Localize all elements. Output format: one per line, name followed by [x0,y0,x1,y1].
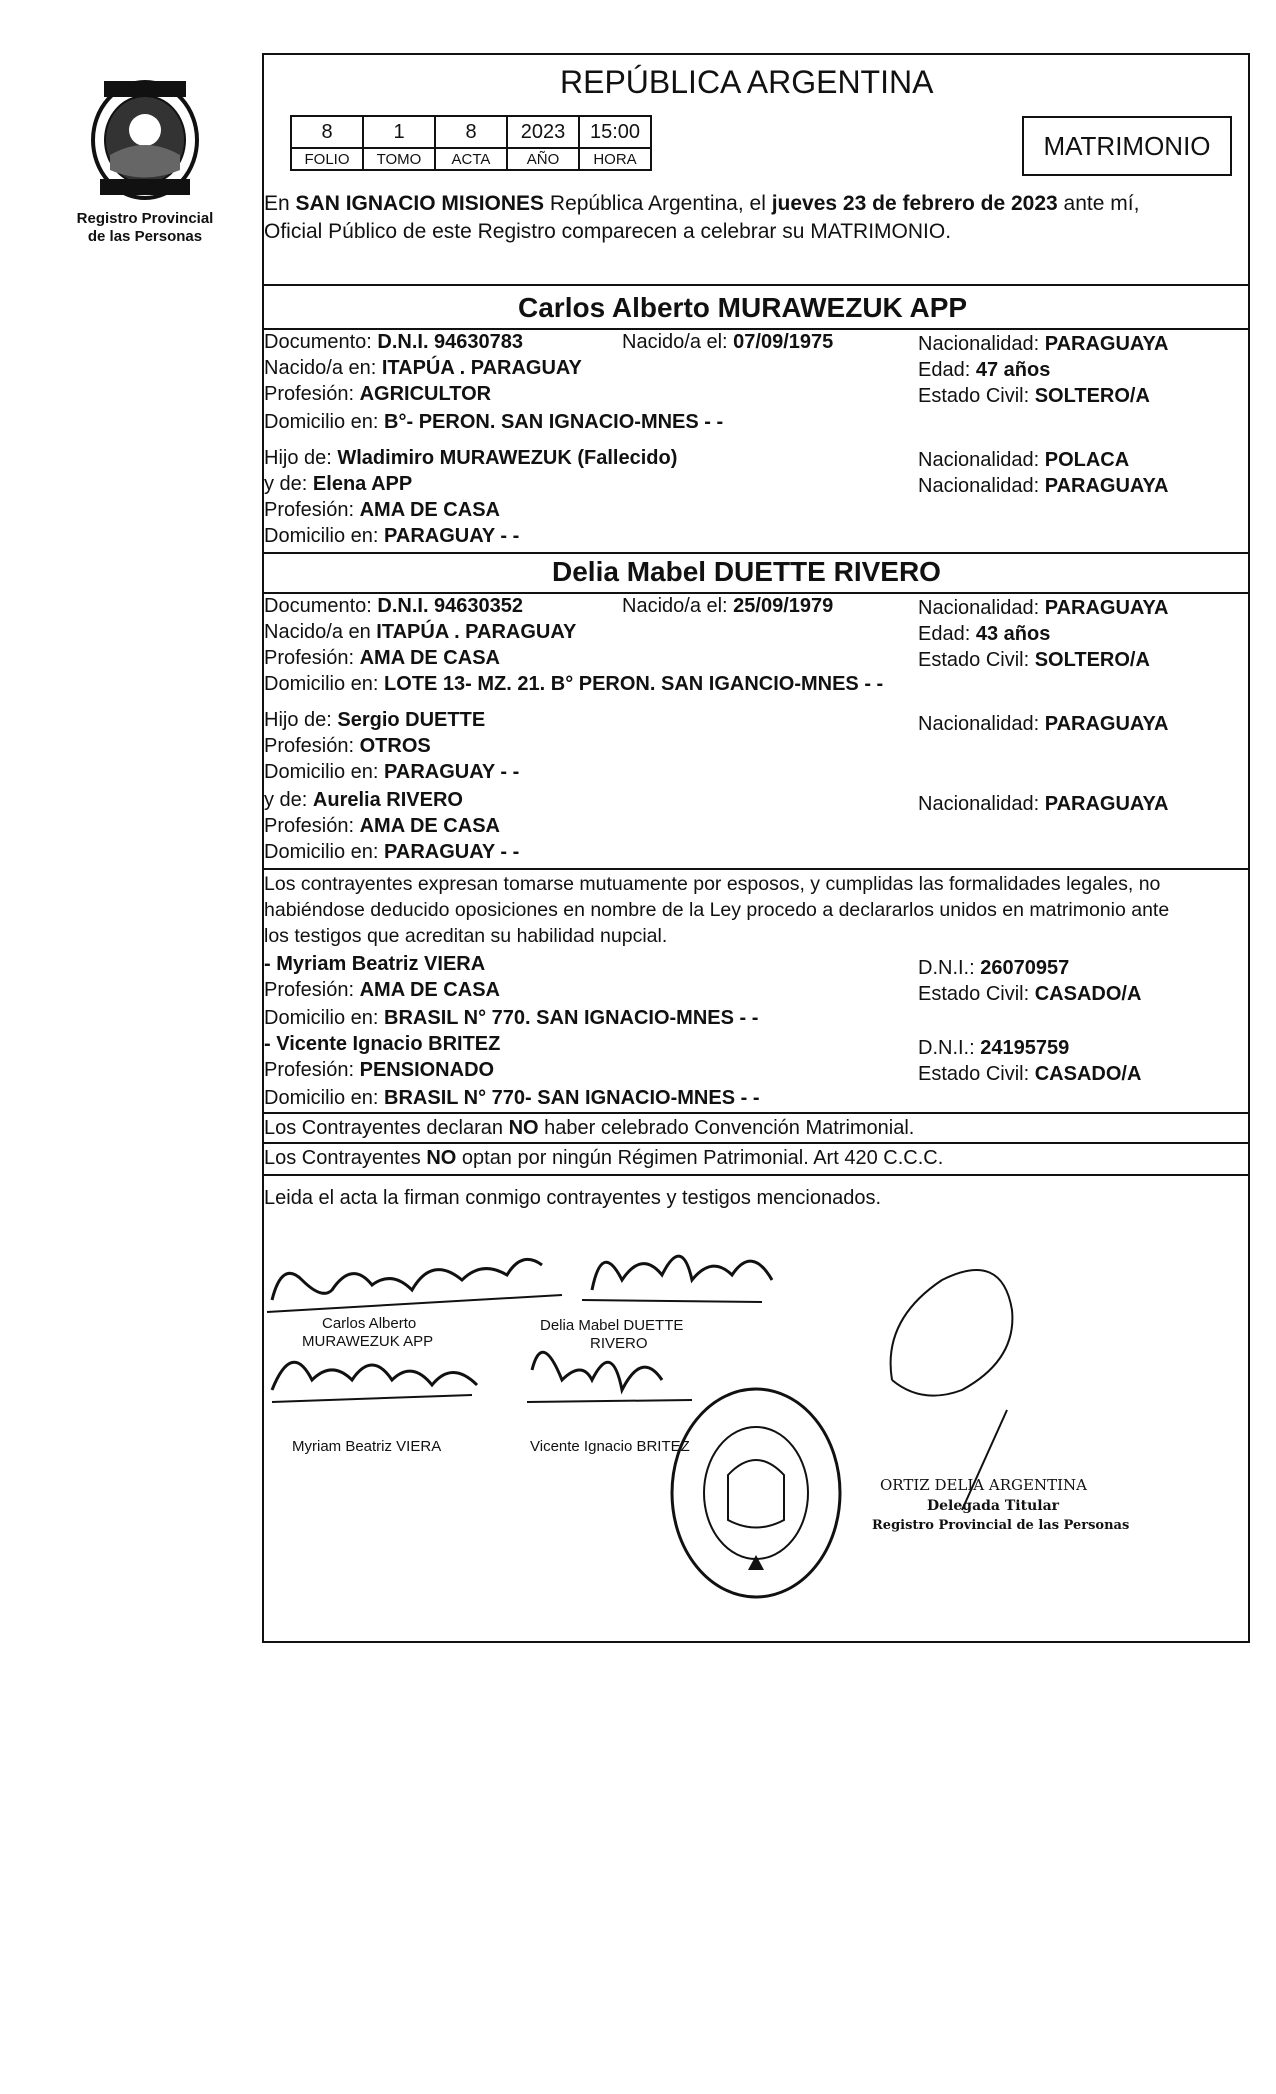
witness-1-civil: CASADO/A [1034,983,1142,1005]
registry-logo [70,75,220,205]
witness-1-name: - Myriam Beatriz VIERA [264,953,486,975]
groom-mother-home: PARAGUAY - - [384,525,520,547]
bride-father-nat-row [918,712,1169,736]
groom-birthplace: ITAPÚA . PARAGUAY [381,357,582,379]
label: Domicilio en: [264,411,385,433]
groom-mother: Elena APP [312,473,413,495]
divider [262,552,1250,554]
groom-father-nat-row [918,448,1129,472]
label: D.N.I.: [918,957,981,979]
groom-mother-nationality: PARAGUAYA [1044,475,1169,497]
witness-2-name: - Vicente Ignacio BRITEZ [264,1033,501,1055]
official-office: Registro Provincial de las Personas [872,1518,1130,1533]
bride-home: LOTE 13- MZ. 21. B° PERON. SAN IGANCIO-MNES - - [384,673,884,695]
groom-dni: D.N.I. 94630783 [377,331,524,353]
bride-mother-job: AMA DE CASA [359,815,500,837]
note-text: optan por ningún Régimen Patrimonial. Art 420 C.C.C. [456,1147,944,1169]
groom-signature-caption-2: MURAWEZUK APP [302,1333,434,1350]
label: Profesión: [264,647,360,669]
witness-1-civil-row [918,982,1141,1006]
label: Hijo de: [264,709,338,731]
acta-label: ACTA [435,148,507,170]
label: Domicilio en: [264,673,385,695]
groom-job-row [264,382,491,406]
bride-father-home-row [264,760,519,784]
label: Hijo de: [264,447,338,469]
bride-mother: Aurelia RIVERO [312,789,463,811]
intro-line-1 [264,192,1139,216]
groom-mother-row [264,472,412,496]
bride-civil-status: SOLTERO/A [1034,649,1150,671]
misiones-seal-icon [70,75,220,205]
groom-nat [918,332,1169,356]
intro-place: SAN IGNACIO MISIONES [295,192,545,215]
divider [262,284,1250,286]
divider [262,1142,1250,1144]
witness-2-signature-caption: Vicente Ignacio BRITEZ [530,1438,690,1455]
bride-father: Sergio DUETTE [337,709,486,731]
groom-mother-nat-row [918,474,1169,498]
declaration-line-3: los testigos que acreditan su habilidad nupcial. [264,925,668,947]
bride-mother-nationality: PARAGUAYA [1044,793,1169,815]
groom-civil-status: SOLTERO/A [1034,385,1150,407]
label: D.N.I.: [918,1037,981,1059]
label: Estado Civil: [918,1063,1035,1085]
intro-text-3: ante mí, [1057,192,1140,215]
witness-1-signature-caption: Myriam Beatriz VIERA [292,1438,442,1455]
intro-text-2: República Argentina, el [544,192,772,215]
groom-civil-row [918,384,1150,408]
label: Nacionalidad: [918,333,1045,355]
label: Profesión: [264,1059,360,1081]
label: Estado Civil: [918,385,1035,407]
official-title: Delegada Titular [927,1498,1060,1514]
round-seal-icon [668,1385,844,1601]
groom-birthdate: 07/09/1975 [733,331,834,353]
witness-1-home-row [264,1006,758,1030]
bride-mother-row [264,788,463,812]
bride-home-row [264,672,883,696]
official-seal [668,1385,844,1601]
bride-mother-home-row [264,840,519,864]
groom-father: Wladimiro MURAWEZUK (Fallecido) [337,447,678,469]
witness-1-job: AMA DE CASA [359,979,500,1001]
label: y de: [264,473,313,495]
registry-logo-caption-1: Registro Provincial [76,210,214,227]
bride-mother-job-row [264,814,500,838]
groom-doc [264,330,523,354]
label: Profesión: [264,735,360,757]
bride-birthplace-row [264,620,576,644]
label: Nacido/a en [264,621,377,643]
note-regime [264,1146,943,1170]
groom-mother-job: AMA DE CASA [359,499,500,521]
witness-2-dni-row [918,1036,1069,1060]
witness-2-job: PENSIONADO [359,1059,495,1081]
note-convention [264,1116,914,1140]
divider [262,1174,1250,1176]
bride-father-row [264,708,485,732]
document-title: REPÚBLICA ARGENTINA [560,64,934,100]
anio-label: AÑO [507,148,579,170]
note-no: NO [426,1147,457,1169]
hora-value: 15:00 [579,116,651,148]
official-name: ORTIZ DELIA ARGENTINA [880,1476,1087,1494]
label: Edad: [918,623,976,645]
bride-signature-caption-1: Delia Mabel DUETTE [540,1317,684,1334]
witness-2-job-row [264,1058,494,1082]
note-text: haber celebrado Convención Matrimonial. [538,1117,915,1139]
groom-home-row [264,410,723,434]
divider [262,1112,1250,1114]
groom-mother-job-row [264,498,500,522]
label: Nacido/a el: [622,595,734,617]
bride-civil-row [918,648,1150,672]
label: Nacionalidad: [918,793,1045,815]
bride-age: 43 años [975,623,1051,645]
hora-label: HORA [579,148,651,170]
bride-nationality: PARAGUAYA [1044,597,1169,619]
witness-2-dni: 24195759 [980,1037,1070,1059]
groom-signature-caption-1: Carlos Alberto [322,1315,417,1332]
intro-date: jueves 23 de febrero de 2023 [771,192,1058,215]
label: Domicilio en: [264,525,385,547]
witness-2-home: BRASIL N° 770- SAN IGNACIO-MNES - - [384,1087,760,1109]
witness-2-civil-row [918,1062,1141,1086]
closing-text: Leida el acta la firman conmigo contrayentes y testigos mencionados. [264,1187,882,1209]
record-numbers-table [290,115,652,171]
declaration-line-1: Los contrayentes expresan tomarse mutuamente por esposos, y cumplidas las formalidades legales, no [264,873,1161,895]
groom-mother-home-row [264,524,519,548]
note-text: Los Contrayentes [264,1147,427,1169]
groom-name: Carlos Alberto MURAWEZUK APP [518,292,968,323]
tomo-label: TOMO [363,148,435,170]
note-no: NO [508,1117,539,1139]
witness-1-home: BRASIL N° 770. SAN IGNACIO-MNES - - [384,1007,759,1029]
bride-father-home: PARAGUAY - - [384,761,520,783]
tomo-value: 1 [363,116,435,148]
declaration-line-2: habiéndose deducido oposiciones en nombre de la Ley procedo a declararlos unidos en matrimonio ante [264,899,1170,921]
bride-mother-home: PARAGUAY - - [384,841,520,863]
label: y de: [264,789,313,811]
groom-age-row [918,358,1050,382]
label: Domicilio en: [264,761,385,783]
label: Domicilio en: [264,1087,385,1109]
bride-name: Delia Mabel DUETTE RIVERO [552,556,941,587]
bride-father-job: OTROS [359,735,431,757]
record-type: MATRIMONIO [1043,130,1211,161]
label: Nacionalidad: [918,449,1045,471]
bride-age-row [918,622,1050,646]
groom-born [622,330,833,354]
bride-doc [264,594,523,618]
label: Nacionalidad: [918,475,1045,497]
folio-value: 8 [291,116,363,148]
label: Edad: [918,359,976,381]
label: Nacionalidad: [918,713,1045,735]
bride-nat [918,596,1169,620]
groom-age: 47 años [975,359,1051,381]
intro-line-2: Oficial Público de este Registro comparecen a celebrar su MATRIMONIO. [264,220,952,243]
anio-value: 2023 [507,116,579,148]
label: Documento: [264,595,378,617]
label: Profesión: [264,499,360,521]
divider [262,868,1250,870]
witness-1-job-row [264,978,500,1002]
bride-birthdate: 25/09/1979 [733,595,834,617]
label: Nacido/a el: [622,331,734,353]
witness-1-dni-row [918,956,1069,980]
groom-father-nationality: POLACA [1044,449,1130,471]
label: Nacionalidad: [918,597,1045,619]
note-text: Los Contrayentes declaran [264,1117,509,1139]
label: Profesión: [264,979,360,1001]
bride-father-job-row [264,734,431,758]
groom-birthplace-row [264,356,582,380]
label: Domicilio en: [264,1007,385,1029]
bride-born [622,594,833,618]
label: Estado Civil: [918,983,1035,1005]
groom-job: AGRICULTOR [359,383,492,405]
registry-logo-caption-2: de las Personas [87,228,203,245]
folio-label: FOLIO [291,148,363,170]
groom-home: B°- PERON. SAN IGNACIO-MNES - - [384,411,724,433]
bride-job-row [264,646,500,670]
witness-2-home-row [264,1086,760,1110]
label: Nacido/a en: [264,357,382,379]
label: Domicilio en: [264,841,385,863]
bride-signature-caption-2: RIVERO [590,1335,648,1352]
label: Estado Civil: [918,649,1035,671]
groom-nationality: PARAGUAYA [1044,333,1169,355]
bride-father-nationality: PARAGUAYA [1044,713,1169,735]
acta-value: 8 [435,116,507,148]
bride-birthplace: ITAPÚA . PARAGUAY [376,621,577,643]
bride-job: AMA DE CASA [359,647,500,669]
label: Profesión: [264,815,360,837]
bride-mother-nat-row [918,792,1169,816]
bride-dni: D.N.I. 94630352 [377,595,524,617]
record-type-box [1022,116,1232,176]
witness-1-dni: 26070957 [980,957,1070,979]
label: Profesión: [264,383,360,405]
intro-text-1: En [264,192,296,215]
label: Documento: [264,331,378,353]
groom-father-row [264,446,677,470]
witness-2-civil: CASADO/A [1034,1063,1142,1085]
